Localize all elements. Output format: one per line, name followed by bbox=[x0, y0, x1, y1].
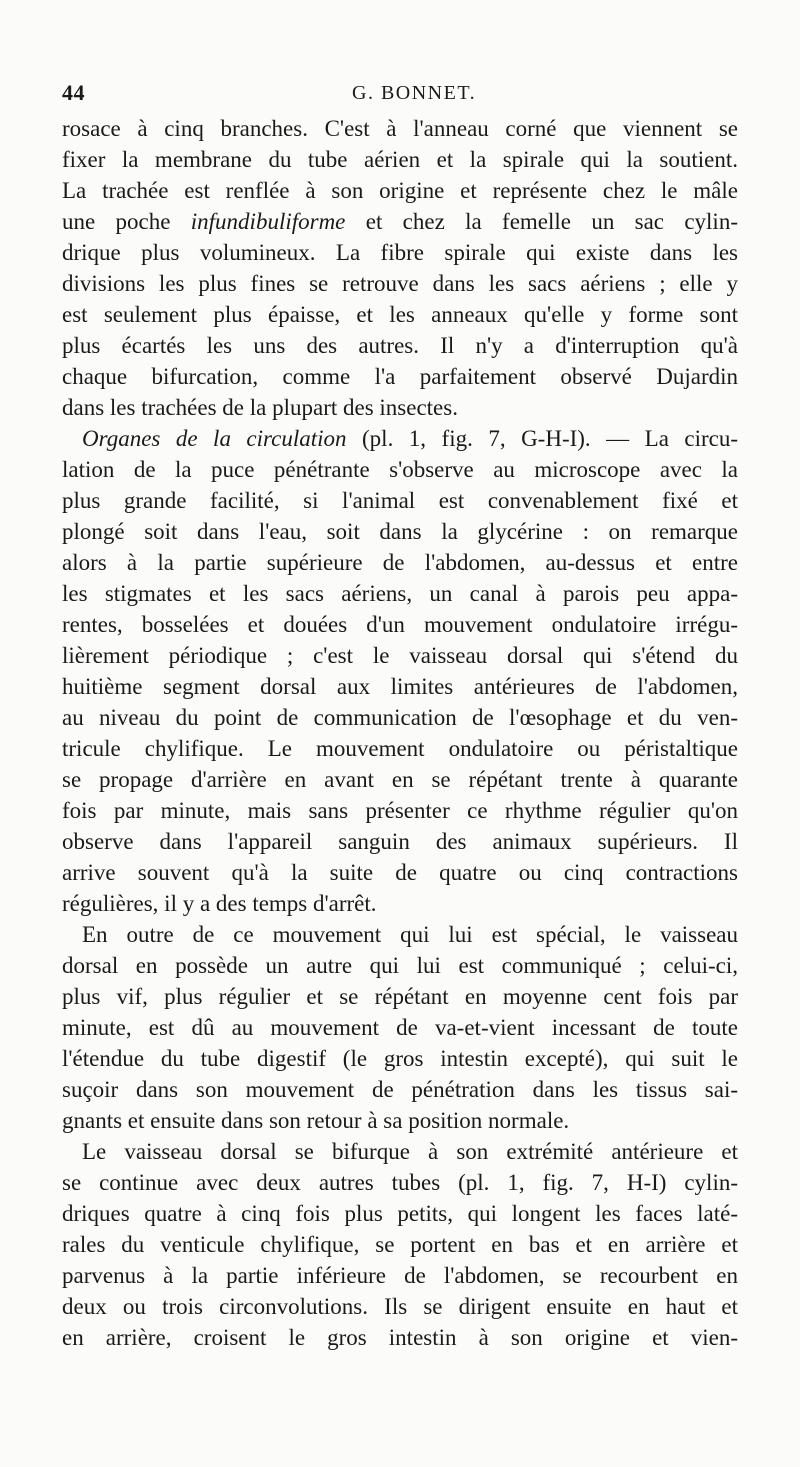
text-line: l'étendue du tube digestif (le gros intestin excepté), qui suit le bbox=[62, 1046, 738, 1071]
text-line: plongé soit dans l'eau, soit dans la glycérine : on remarque bbox=[62, 519, 738, 544]
text-line: huitième segment dorsal aux limites antérieures de l'abdomen, bbox=[62, 674, 738, 699]
text-line: au niveau du point de communication de l'œsophage et du ven- bbox=[62, 705, 738, 730]
text-line: La trachée est renflée à son origine et représente chez le mâle bbox=[62, 178, 738, 203]
text-line: dans les trachées de la plupart des insectes. bbox=[62, 395, 458, 420]
text-line: chaque bifurcation, comme l'a parfaitement observé Dujardin bbox=[62, 364, 738, 389]
text-line: parvenus à la partie inférieure de l'abdomen, se recourbent en bbox=[62, 1263, 738, 1288]
running-head: G. BONNET. bbox=[352, 82, 477, 104]
text-fragment: une poche bbox=[62, 209, 171, 234]
page-header bbox=[62, 80, 738, 106]
text-line: driques quatre à cinq fois plus petits, qui longent les faces laté- bbox=[62, 1201, 738, 1226]
text-line: plus écartés les uns des autres. Il n'y a d'interruption qu'à bbox=[62, 333, 738, 358]
text-line: rosace à cinq branches. C'est à l'anneau corné que viennent se bbox=[62, 116, 738, 141]
section-heading: Organes de la circulation bbox=[82, 426, 347, 451]
text-line: fois par minute, mais sans présenter ce rhythme régulier qu'on bbox=[62, 798, 738, 823]
text-line: lation de la puce pénétrante s'observe au microscope avec la bbox=[62, 457, 738, 482]
section-heading-line bbox=[62, 423, 738, 454]
text-line: tricule chylifique. Le mouvement ondulatoire ou péristaltique bbox=[62, 736, 738, 761]
text-line: drique plus volumineux. La fibre spirale qui existe dans les bbox=[62, 240, 738, 265]
text-line: plus grande facilité, si l'animal est convenablement fixé et bbox=[62, 488, 738, 513]
text-line: se continue avec deux autres tubes (pl. 1, fig. 7, H-I) cylin- bbox=[62, 1170, 738, 1195]
page-number: 44 bbox=[62, 80, 85, 105]
text-line: est seulement plus épaisse, et les anneaux qu'elle y forme sont bbox=[62, 302, 738, 327]
text-line: minute, est dû au mouvement de va-et-vient incessant de toute bbox=[62, 1015, 738, 1040]
text-line: En outre de ce mouvement qui lui est spécial, le vaisseau bbox=[82, 922, 738, 947]
text-fragment: et chez la femelle un sac cylin- bbox=[365, 209, 738, 234]
text-line: dorsal en possède un autre qui lui est communiqué ; celui-ci, bbox=[62, 953, 738, 978]
italic-term: infundibuliforme bbox=[190, 209, 346, 234]
text-line bbox=[62, 206, 738, 237]
text-line: arrive souvent qu'à la suite de quatre ou cinq contractions bbox=[62, 860, 738, 885]
text-line: rales du venticule chylifique, se portent en bas et en arrière et bbox=[62, 1232, 738, 1257]
text-fragment: (pl. 1, fig. 7, G-H-I). — La circu- bbox=[362, 426, 738, 451]
text-line: divisions les plus fines se retrouve dans les sacs aériens ; elle y bbox=[62, 271, 738, 296]
text-line: plus vif, plus régulier et se répétant en moyenne cent fois par bbox=[62, 984, 738, 1009]
text-line: rentes, bosselées et douées d'un mouvement ondulatoire irrégu- bbox=[62, 612, 738, 637]
text-line: régulières, il y a des temps d'arrêt. bbox=[62, 891, 377, 916]
text-line: les stigmates et les sacs aériens, un canal à parois peu appa- bbox=[62, 581, 738, 606]
text-line: observe dans l'appareil sanguin des animaux supérieurs. Il bbox=[62, 829, 738, 854]
text-line: suçoir dans son mouvement de pénétration dans les tissus sai- bbox=[62, 1077, 738, 1102]
text-line: lièrement périodique ; c'est le vaisseau dorsal qui s'étend du bbox=[62, 643, 738, 668]
text-line: Le vaisseau dorsal se bifurque à son extrémité antérieure et bbox=[82, 1139, 738, 1164]
text-line: fixer la membrane du tube aérien et la spirale qui la soutient. bbox=[62, 147, 738, 172]
text-line: deux ou trois circonvolutions. Ils se dirigent ensuite en haut et bbox=[62, 1294, 738, 1319]
text-line: en arrière, croisent le gros intestin à son origine et vien- bbox=[62, 1325, 738, 1350]
page-text bbox=[62, 113, 738, 1353]
text-line: se propage d'arrière en avant en se répétant trente à quarante bbox=[62, 767, 738, 792]
text-line: alors à la partie supérieure de l'abdomen, au-dessus et entre bbox=[62, 550, 738, 575]
text-line: gnants et ensuite dans son retour à sa position normale. bbox=[62, 1108, 570, 1133]
